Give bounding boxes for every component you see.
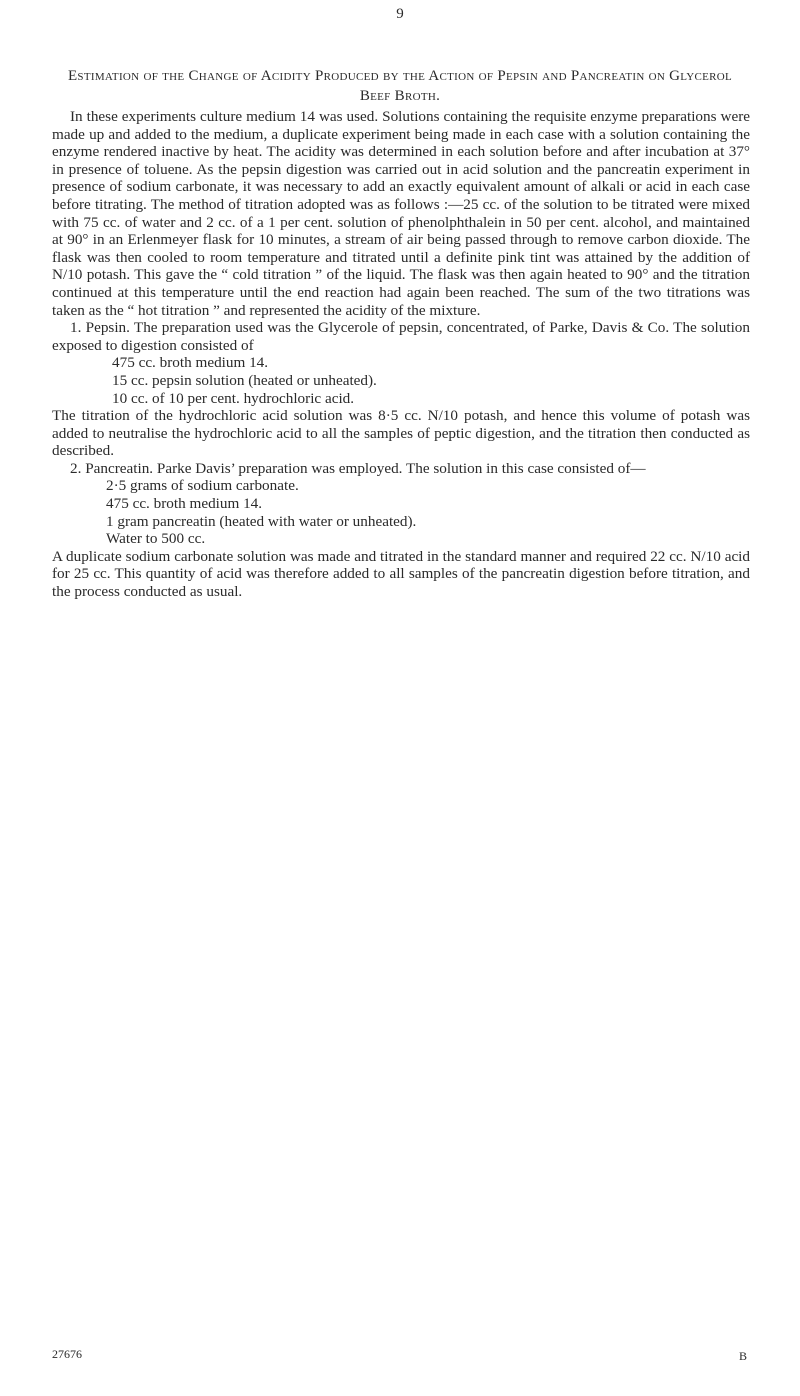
list-item: 10 cc. of 10 per cent. hydrochloric acid.	[112, 389, 355, 407]
page-number: 9	[396, 6, 404, 22]
list-item: Water to 500 cc.	[106, 530, 206, 548]
pancreatin-recipe-list	[52, 477, 750, 547]
list-item: 15 cc. pepsin solution (heated or unheated).	[112, 371, 377, 389]
list-item: 2·5 grams of sodium carbonate.	[106, 477, 299, 495]
page-title: Estimation of the Change of Acidity Produced by the Action of Pepsin and Pancreatin on Glycerol Beef Broth.	[67, 68, 733, 104]
intro-paragraph: In these experiments culture medium 14 was used. Solutions containing the requisite enzyme preparations were made up and added to the medium, a duplicate experiment being made in each case with a solution containing the enzyme rendered inactive by heat. The acidity was determined in each solution before and after incubation at 37° in presence of toluene. As the pepsin digestion was carried out in acid solution and the pancreatin experiment in presence of sodium carbonate, it was necessary to add an exactly equivalent amount of alkali or acid in each case before titrating. The method of titration adopted was as follows :—25 cc. of the solution to be titrated were mixed with 75 cc. of water and 2 cc. of a 1 per cent. solution of phenolphthalein in 50 per cent. alcohol, and maintained at 90° in an Erlenmeyer flask for 10 minutes, a stream of air being passed through to remove carbon dioxide. The flask was then cooled to room temperature and titrated until a definite pink tint was attained by the addition of N/10 potash. This gave the “ cold titration ” of the liquid. The flask was then again heated to 90° and the titration continued at this temperature until the end reaction had again been reached. The sum of the two titrations was taken as the “ hot titration ” and represented the acidity of the mixture.	[52, 108, 750, 319]
signature-mark: 27676	[52, 1347, 82, 1361]
pepsin-paragraph: 1. Pepsin. The preparation used was the Glycerole of pepsin, concentrated, of Parke, Davis & Co. The solution exposed to digestion consisted of	[52, 319, 750, 354]
pepsin-followup-paragraph: The titration of the hydrochloric acid solution was 8·5 cc. N/10 potash, and hence this volume of potash was added to neutralise the hydrochloric acid to all the samples of peptic digestion, and the titration then conducted as described.	[52, 407, 750, 460]
pancreatin-followup-paragraph: A duplicate sodium carbonate solution was made and titrated in the standard manner and required 22 cc. N/10 acid for 25 cc. This quantity of acid was therefore added to all samples of the pancreatin digestion before titration, and the process conducted as usual.	[52, 547, 750, 601]
list-item: 1 gram pancreatin (heated with water or unheated).	[106, 512, 417, 530]
body-text	[52, 108, 750, 601]
pancreatin-paragraph: 2. Pancreatin. Parke Davis’ preparation was employed. The solution in this case consisted of—	[70, 459, 646, 477]
list-item: 475 cc. broth medium 14.	[106, 495, 263, 513]
list-item: 475 cc. broth medium 14.	[112, 354, 269, 372]
sheet-letter: B	[739, 1349, 748, 1363]
pepsin-recipe-list	[52, 354, 750, 407]
